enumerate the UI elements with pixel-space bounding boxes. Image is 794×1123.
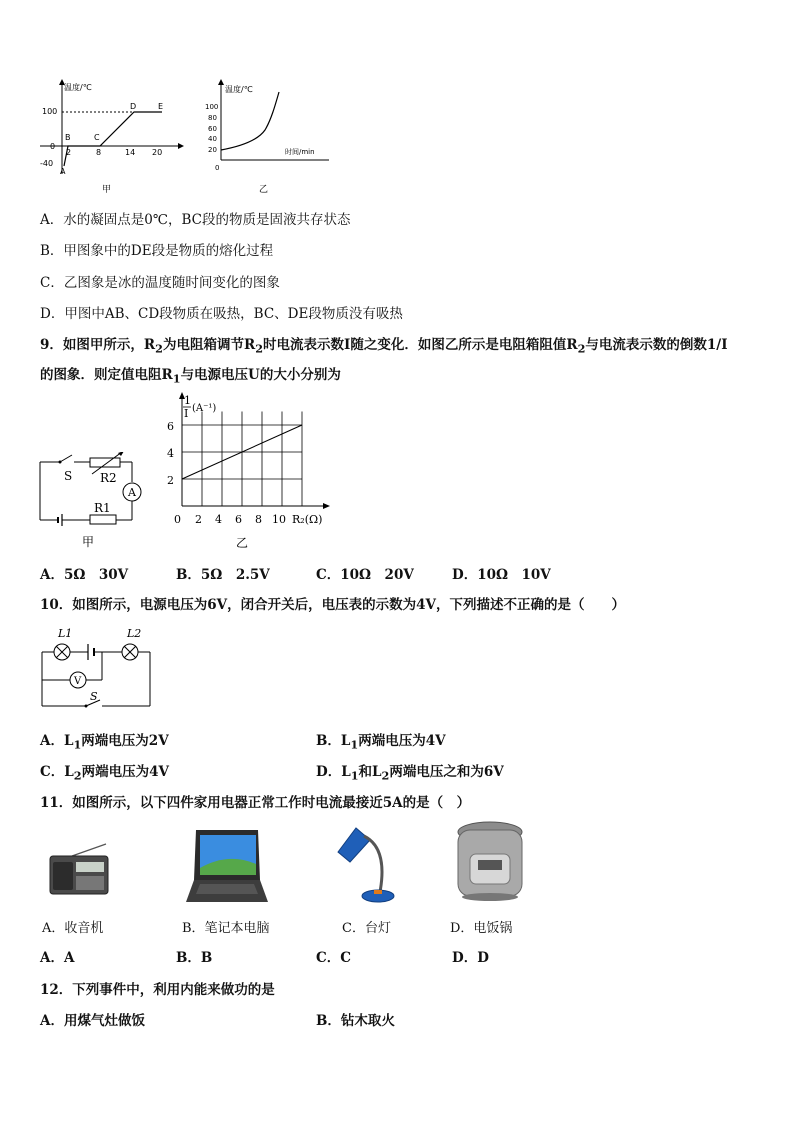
- curve: [221, 92, 279, 150]
- q9-graph-yi: [160, 392, 340, 554]
- caption-yi: 乙: [259, 185, 269, 195]
- xtick-2: 2: [66, 148, 72, 157]
- xlabel: 时间/min: [285, 148, 315, 156]
- xtick-14: 14: [125, 148, 136, 157]
- q10-option-d[interactable]: D．$L_1$和$L_2$两端电压之和为6V: [316, 764, 504, 783]
- q9-stem-line1: 9．如图甲所示，$R_2$为电阻箱调节$R_2$时电流表示数I随之变化．如图乙所示是电阻箱阻值$R_2$与电流表示数的倒数1/I: [40, 337, 728, 356]
- ytick-100: 100: [205, 103, 219, 111]
- switch-s: [60, 455, 72, 462]
- point-e: E: [158, 102, 164, 111]
- q8-option-c[interactable]: C．乙图象是冰的温度随时间变化的图象: [40, 275, 280, 291]
- q10-option-c[interactable]: C．$L_2$两端电压为4V: [40, 764, 169, 783]
- switch-pivot: [85, 705, 88, 708]
- label-l1: L1: [58, 627, 73, 640]
- graph-grid: [182, 412, 302, 507]
- lamp-shade: [338, 828, 370, 862]
- rheostat-r2: [90, 458, 120, 467]
- ytick-0: 0: [50, 142, 56, 151]
- switch-pivot: [59, 461, 62, 464]
- ytick-60: 60: [208, 125, 217, 133]
- caption-laptop: B．笔记本电脑: [182, 921, 270, 936]
- xtick-10: 10: [272, 513, 286, 526]
- caption-radio: A．收音机: [42, 921, 104, 936]
- x-arrow: [178, 143, 184, 149]
- ylabel-numerator: 1: [184, 394, 191, 407]
- q11-option-b[interactable]: B．B: [176, 950, 213, 966]
- x-arrow: [323, 503, 330, 509]
- xtick-0: 0: [174, 513, 181, 526]
- xtick-20: 20: [152, 148, 163, 157]
- xtick-8: 8: [96, 148, 102, 157]
- ytick-20: 20: [208, 146, 217, 154]
- q12-stem: 12．下列事件中，利用内能来做功的是: [40, 982, 275, 998]
- label-l2: L2: [127, 627, 142, 640]
- caption-jia: 甲: [82, 535, 95, 549]
- voltmeter-label: V: [74, 676, 82, 687]
- label-s: S: [64, 469, 73, 483]
- ytick-2: 2: [167, 474, 174, 487]
- q8-option-b[interactable]: B．甲图象中的DE段是物质的熔化过程: [40, 243, 274, 259]
- caption-yi: 乙: [236, 536, 249, 550]
- q8-option-d[interactable]: D．甲图中AB、CD段物质在吸热，BC、DE段物质没有吸热: [40, 306, 403, 322]
- ammeter-label: A: [128, 486, 136, 499]
- caption-cooker: D．电饭锅: [450, 921, 513, 936]
- radio-buttons: [76, 876, 104, 890]
- resistor-r1: [90, 515, 116, 524]
- ytick-80: 80: [208, 114, 217, 122]
- label-s: S: [90, 690, 98, 703]
- radio-image: [44, 840, 112, 902]
- laptop-keyboard: [196, 884, 258, 894]
- q11-option-a[interactable]: A．A: [40, 950, 75, 966]
- q9-stem-line2: 的图象．则定值电阻$R_1$与电源电压U的大小分别为: [40, 367, 341, 386]
- q8-option-a[interactable]: A．水的凝固点是0℃，BC段的物质是固液共存状态: [40, 212, 351, 228]
- laptop-image: [184, 828, 268, 906]
- lamp-switch: [374, 890, 382, 894]
- caption-jia: 甲: [102, 185, 112, 195]
- label-r1: R1: [94, 501, 111, 515]
- q12-option-a[interactable]: A．用煤气灶做饭: [40, 1013, 145, 1029]
- fig-melting-graph-jia: [36, 76, 186, 198]
- ytick-neg40: -40: [40, 159, 54, 168]
- point-b: B: [65, 133, 71, 142]
- q9-option-c[interactable]: C．10Ω 20V: [316, 567, 414, 583]
- q10-option-a[interactable]: A．$L_1$两端电压为2V: [40, 733, 169, 752]
- xtick-2: 2: [195, 513, 202, 526]
- xlabel: R₂(Ω): [292, 513, 323, 526]
- xtick-8: 8: [255, 513, 262, 526]
- q9-option-d[interactable]: D．10Ω 10V: [452, 567, 551, 583]
- q9-circuit-jia: [36, 452, 156, 552]
- fig-temp-graph-yi: [203, 78, 333, 198]
- ytick-4: 4: [167, 447, 174, 460]
- q11-option-c[interactable]: C．C: [316, 950, 351, 966]
- ylabel-denominator: I: [184, 407, 189, 420]
- q9-option-a[interactable]: A．5Ω 30V: [40, 567, 129, 583]
- radio-antenna: [72, 844, 106, 856]
- ytick-100: 100: [42, 107, 58, 116]
- ytick-40: 40: [208, 135, 217, 143]
- q11-option-d[interactable]: D．D: [452, 950, 489, 966]
- rice-cooker-image: [450, 818, 530, 904]
- ytick-6: 6: [167, 420, 174, 433]
- q9-option-b[interactable]: B．5Ω 2.5V: [176, 567, 270, 583]
- curve: [64, 112, 162, 166]
- point-c: C: [94, 133, 100, 142]
- ylabel: 温度/℃: [225, 85, 253, 94]
- ylabel: 温度/℃: [64, 83, 92, 92]
- q10-option-b[interactable]: B．$L_1$两端电压为4V: [316, 733, 446, 752]
- q12-option-b[interactable]: B．钻木取火: [316, 1013, 395, 1029]
- ylabel-unit: (A⁻¹): [192, 403, 217, 414]
- q11-stem: 11．如图所示，以下四件家用电器正常工作时电流最接近5A的是（ ）: [40, 795, 471, 811]
- point-d: D: [130, 102, 137, 111]
- cooker-display: [478, 860, 502, 870]
- xtick-6: 6: [235, 513, 242, 526]
- label-r2: R2: [100, 471, 117, 485]
- ytick-0: 0: [215, 164, 220, 172]
- xtick-4: 4: [215, 513, 222, 526]
- q10-circuit: [36, 622, 158, 714]
- radio-display: [76, 862, 104, 872]
- point-a: A: [60, 167, 66, 176]
- y-arrow: [218, 79, 224, 85]
- caption-lamp: C．台灯: [342, 921, 391, 936]
- q10-stem: 10．如图所示，电源电压为6V，闭合开关后，电压表的示数为4V，下列描述不正确的是（ ）: [40, 597, 626, 613]
- radio-speaker: [53, 862, 73, 890]
- desk-lamp-image: [334, 822, 396, 908]
- cooker-foot: [462, 893, 518, 901]
- lamp-arm: [364, 836, 382, 892]
